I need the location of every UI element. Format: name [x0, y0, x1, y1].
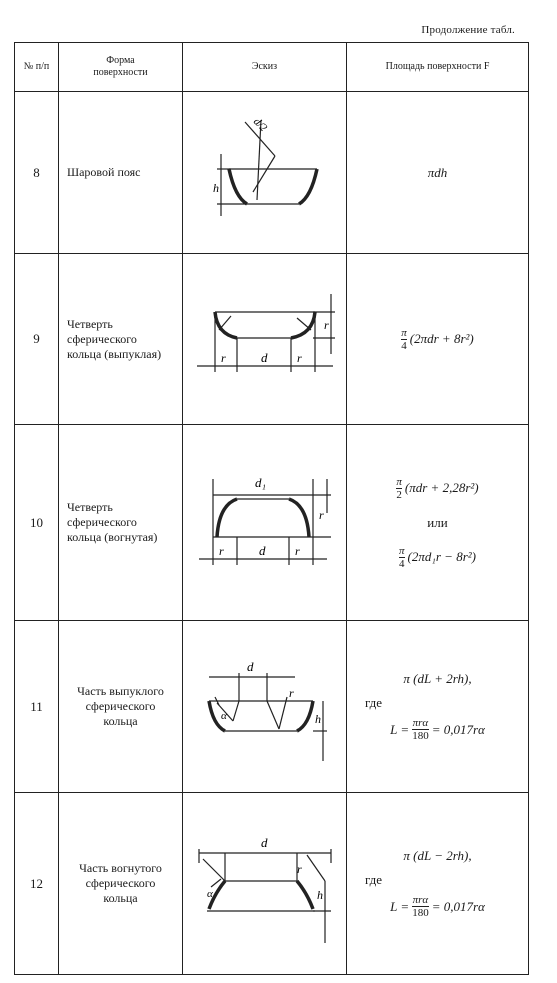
table-row: [15, 425, 529, 621]
label-r-left: r: [220, 351, 226, 365]
shape-name: Часть вогнутого сферического кольца: [59, 793, 183, 975]
sketch-convex-quarter-ring: [183, 254, 347, 425]
label-d: d: [258, 543, 265, 558]
area-formula: $\frac{\pi}{2}$ (πdr + 2,28r²) или $\frac{\pi}{4}$ (2πd₁r − 8r²): [347, 425, 529, 621]
table-row: [15, 92, 529, 254]
label-d: d: [260, 350, 267, 365]
shape-name: Четверть сферического кольца (выпуклая): [59, 254, 183, 425]
label-r-right: r: [294, 544, 300, 558]
surface-area-table: [14, 42, 529, 975]
shape-name: Часть выпуклого сферического кольца: [59, 621, 183, 793]
table-header-row: [15, 43, 529, 92]
header-sketch: Эскиз: [183, 43, 347, 92]
area-formula: π (dL − 2rh), где L = $\frac{\text{πrα}}{180}$ = 0,017rα: [347, 793, 529, 975]
row-number: 12: [15, 793, 59, 975]
shape-name: Шаровой пояс: [59, 92, 183, 254]
row-number: 10: [15, 425, 59, 621]
header-num: № п/п: [15, 43, 59, 92]
label-r: r: [296, 862, 302, 876]
label-d: d: [260, 835, 267, 850]
label-r-vertical: r: [318, 508, 324, 522]
sketch-concave-ring-part: [183, 793, 347, 975]
table-row: [15, 254, 529, 425]
label-alpha: α: [220, 710, 227, 722]
label-h: h: [316, 888, 323, 902]
row-number: 11: [15, 621, 59, 793]
label-d1: d₁: [254, 475, 266, 490]
shape-name: Четверть сферического кольца (вогнутая): [59, 425, 183, 621]
sketch-spherical-zone: [183, 92, 347, 254]
row-number: 9: [15, 254, 59, 425]
table-row: [15, 621, 529, 793]
table-continuation-caption: Продолжение табл.: [421, 24, 515, 36]
header-area: Площадь поверхности F: [347, 43, 529, 92]
area-formula: π (dL + 2rh), где L = $\frac{\text{πrα}}{180}$ = 0,017rα: [347, 621, 529, 793]
area-formula: πdh: [347, 92, 529, 254]
table-row: [15, 793, 529, 975]
sketch-convex-ring-part: [183, 621, 347, 793]
label-h: h: [314, 712, 321, 726]
label-r: r: [288, 686, 294, 700]
area-formula: $\frac{\pi}{4}$ (2πdr + 8r²): [347, 254, 529, 425]
row-number: 8: [15, 92, 59, 254]
sketch-concave-quarter-ring: [183, 425, 347, 621]
label-r-right: r: [296, 351, 302, 365]
header-shape: Форма поверхности: [59, 43, 183, 92]
label-r-left: r: [218, 544, 224, 558]
label-d: d: [246, 659, 253, 674]
label-alpha: α: [206, 888, 213, 900]
label-d-half: d/2: [250, 115, 269, 135]
label-h: h: [212, 181, 219, 195]
label-r-vertical: r: [323, 318, 329, 332]
